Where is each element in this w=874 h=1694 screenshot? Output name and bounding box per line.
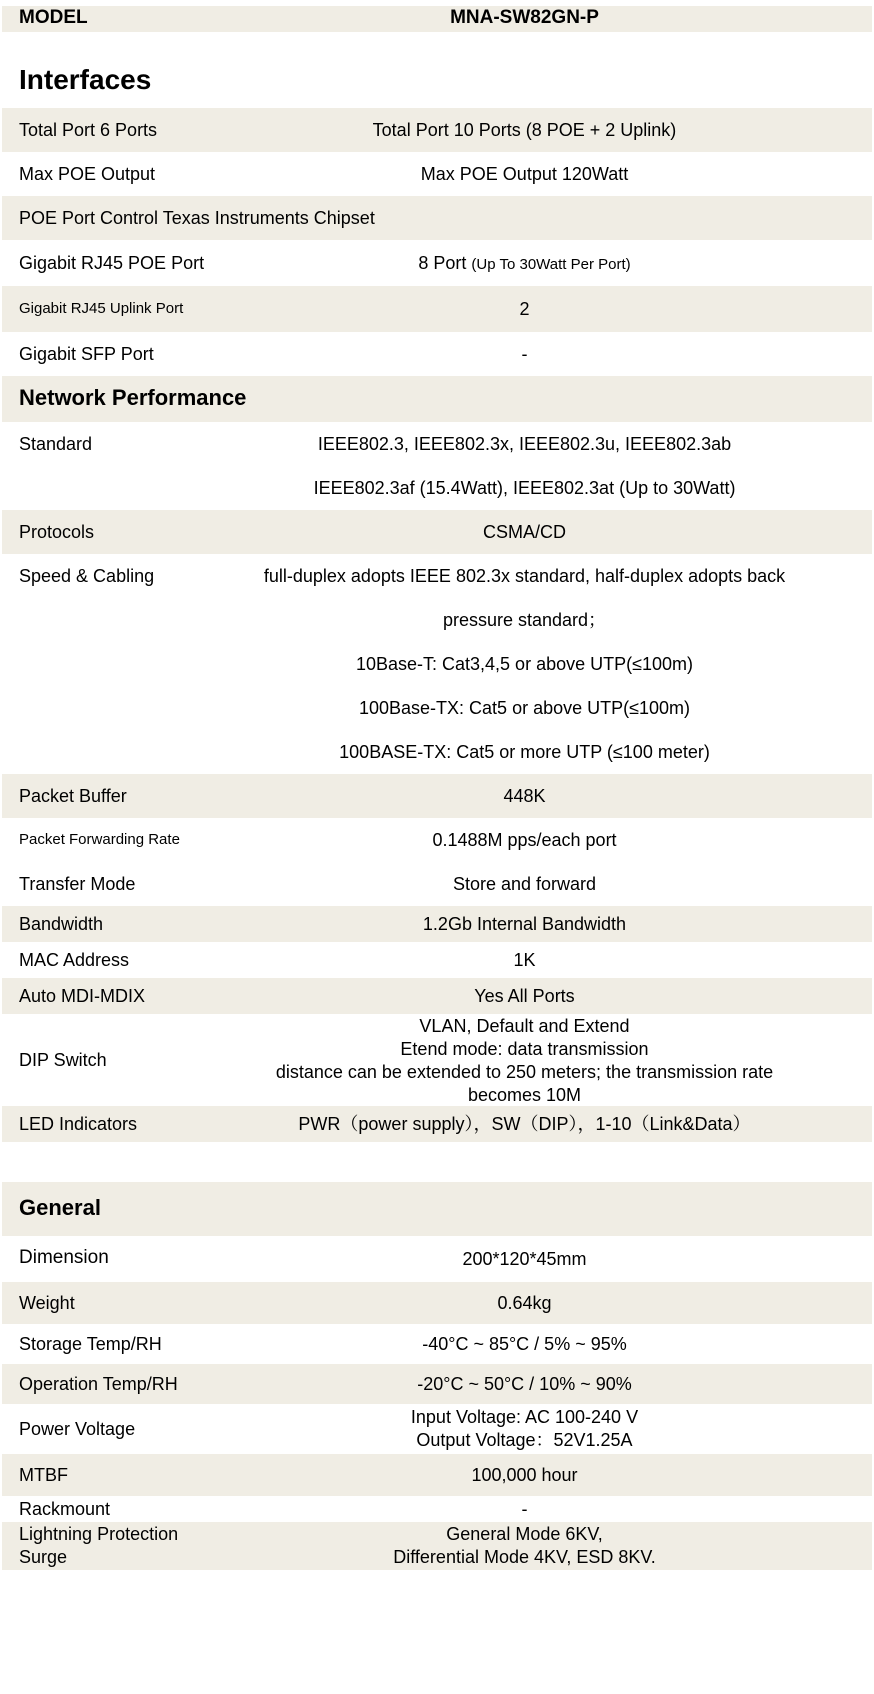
spec-row-mdix (2, 978, 872, 1014)
spec-row-total-port (2, 108, 872, 152)
spec-value: 448K (503, 786, 546, 806)
lightning-line: General Mode 6KV, (446, 1524, 603, 1544)
power-line: Input Voltage: AC 100-240 V (410, 1407, 639, 1427)
spec-row-speed (2, 554, 872, 774)
general-heading-row (2, 1182, 872, 1236)
spec-value: 200*120*45mm (462, 1249, 587, 1269)
spec-label: Protocols (19, 522, 95, 542)
spec-value: 2 (519, 299, 530, 319)
spec-value: PWR（power supply），SW（DIP），1-10（Link&Data） (298, 1114, 751, 1134)
dip-line: becomes 10M (467, 1085, 582, 1105)
network-title: Network Performance (19, 385, 247, 410)
lightning-label-line: Surge (19, 1547, 68, 1567)
spec-row-dip (2, 1014, 872, 1106)
spec-label: MAC Address (19, 950, 130, 970)
spec-value: - (521, 1499, 528, 1519)
spec-label: Packet Buffer (19, 786, 127, 806)
spec-value: Max POE Output 120Watt (420, 164, 629, 184)
spec-label: Packet Forwarding Rate (19, 831, 180, 848)
spec-row-protocols (2, 510, 872, 554)
spec-label: Bandwidth (19, 914, 104, 934)
spec-label: Weight (19, 1293, 75, 1313)
spec-label: Auto MDI-MDIX (19, 986, 146, 1006)
speed-line: full-duplex adopts IEEE 802.3x standard, half-duplex adopts back (263, 566, 786, 586)
spec-label: Gigabit RJ45 POE Port (19, 253, 205, 273)
spec-value: - (521, 344, 528, 364)
speed-line: 100BASE-TX: Cat5 or more UTP (≤100 meter) (339, 742, 710, 762)
spec-label: Total Port 6 Ports (19, 120, 158, 140)
spec-row-transfer (2, 862, 872, 906)
network-heading-row (2, 376, 872, 422)
general-title: General (19, 1195, 101, 1220)
spec-label: MTBF (19, 1465, 68, 1485)
spec-row-storage (2, 1324, 872, 1364)
interfaces-title: Interfaces (19, 64, 152, 95)
spec-value: Store and forward (452, 874, 597, 894)
spec-row-standard (2, 422, 872, 510)
spec-label: Gigabit SFP Port (19, 344, 154, 364)
spec-value: Yes All Ports (474, 986, 575, 1006)
spec-value: 0.64kg (497, 1293, 552, 1313)
spec-value: 1K (513, 950, 536, 970)
spec-label: Transfer Mode (19, 874, 136, 894)
poe-port-note: (Up To 30Watt Per Port) (471, 256, 631, 273)
spec-row-rj45-poe (2, 240, 872, 286)
spec-value: -40°C ~ 85°C / 5% ~ 95% (422, 1334, 627, 1354)
spec-label: POE Port Control Texas Instruments Chipset (19, 208, 375, 228)
model-row (2, 6, 872, 32)
dip-line: VLAN, Default and Extend (419, 1016, 630, 1036)
spec-value (247, 251, 802, 277)
power-line: Output Voltage：52V1.25A (416, 1430, 633, 1450)
standard-line: IEEE802.3, IEEE802.3x, IEEE802.3u, IEEE802.3ab (317, 434, 732, 454)
spec-value: Total Port 10 Ports (8 POE + 2 Uplink) (372, 120, 677, 140)
spec-value (247, 1406, 802, 1452)
spec-row-power (2, 1404, 872, 1454)
spec-label: Gigabit RJ45 Uplink Port (19, 300, 184, 317)
spec-label: DIP Switch (19, 1050, 107, 1070)
spec-row-bandwidth (2, 906, 872, 942)
spec-row-dimension (2, 1236, 872, 1282)
standard-line: IEEE802.3af (15.4Watt), IEEE802.3at (Up to 30Watt) (313, 478, 736, 498)
spec-value (247, 1015, 802, 1107)
spec-row-lightning (2, 1522, 872, 1570)
spec-label: Storage Temp/RH (19, 1334, 162, 1354)
spec-row-rj45-uplink (2, 286, 872, 332)
spec-value: CSMA/CD (482, 522, 566, 542)
spec-label: Operation Temp/RH (19, 1374, 178, 1394)
speed-line: 100Base-TX: Cat5 or above UTP(≤100m) (358, 698, 691, 718)
dip-line: distance can be extended to 250 meters; the transmission rate (275, 1062, 774, 1082)
spec-value: -20°C ~ 50°C / 10% ~ 90% (417, 1374, 632, 1394)
spec-row-rackmount (2, 1496, 872, 1522)
lightning-label-line: Lightning Protection (19, 1524, 179, 1544)
spec-label: Power Voltage (19, 1419, 136, 1439)
spec-row-mac (2, 942, 872, 978)
spec-row-poe-control (2, 196, 872, 240)
spec-value (247, 432, 802, 510)
spec-value (247, 554, 802, 774)
spec-row-packet-buffer (2, 774, 872, 818)
spec-row-sfp (2, 332, 872, 376)
lightning-line: Differential Mode 4KV, ESD 8KV. (393, 1547, 656, 1567)
spec-value: 1.2Gb Internal Bandwidth (422, 914, 627, 934)
model-label: MODEL (19, 7, 88, 28)
spec-label: Standard (19, 434, 93, 454)
spec-label (19, 1523, 178, 1569)
dip-line: Etend mode: data transmission (400, 1039, 649, 1059)
spec-label: Speed & Cabling (19, 566, 155, 586)
speed-line: 10Base-T: Cat3,4,5 or above UTP(≤100m) (355, 654, 694, 674)
spec-label: Rackmount (19, 1499, 111, 1519)
spec-label: Dimension (19, 1247, 109, 1268)
spec-row-weight (2, 1282, 872, 1324)
spec-label: LED Indicators (19, 1114, 138, 1134)
speed-line: pressure standard； (442, 610, 607, 630)
spec-value: 100,000 hour (471, 1465, 578, 1485)
spec-value (247, 1523, 802, 1569)
spec-row-mtbf (2, 1454, 872, 1496)
model-value: MNA-SW82GN-P (450, 7, 599, 28)
spec-value: 0.1488M pps/each port (432, 830, 617, 850)
spec-row-operation (2, 1364, 872, 1404)
spec-row-forwarding (2, 818, 872, 862)
spec-label: Max POE Output (19, 164, 156, 184)
spec-row-max-poe (2, 152, 872, 196)
poe-port-count: 8 Port (418, 253, 467, 273)
interfaces-heading-row (2, 60, 872, 104)
spec-row-led (2, 1106, 872, 1142)
